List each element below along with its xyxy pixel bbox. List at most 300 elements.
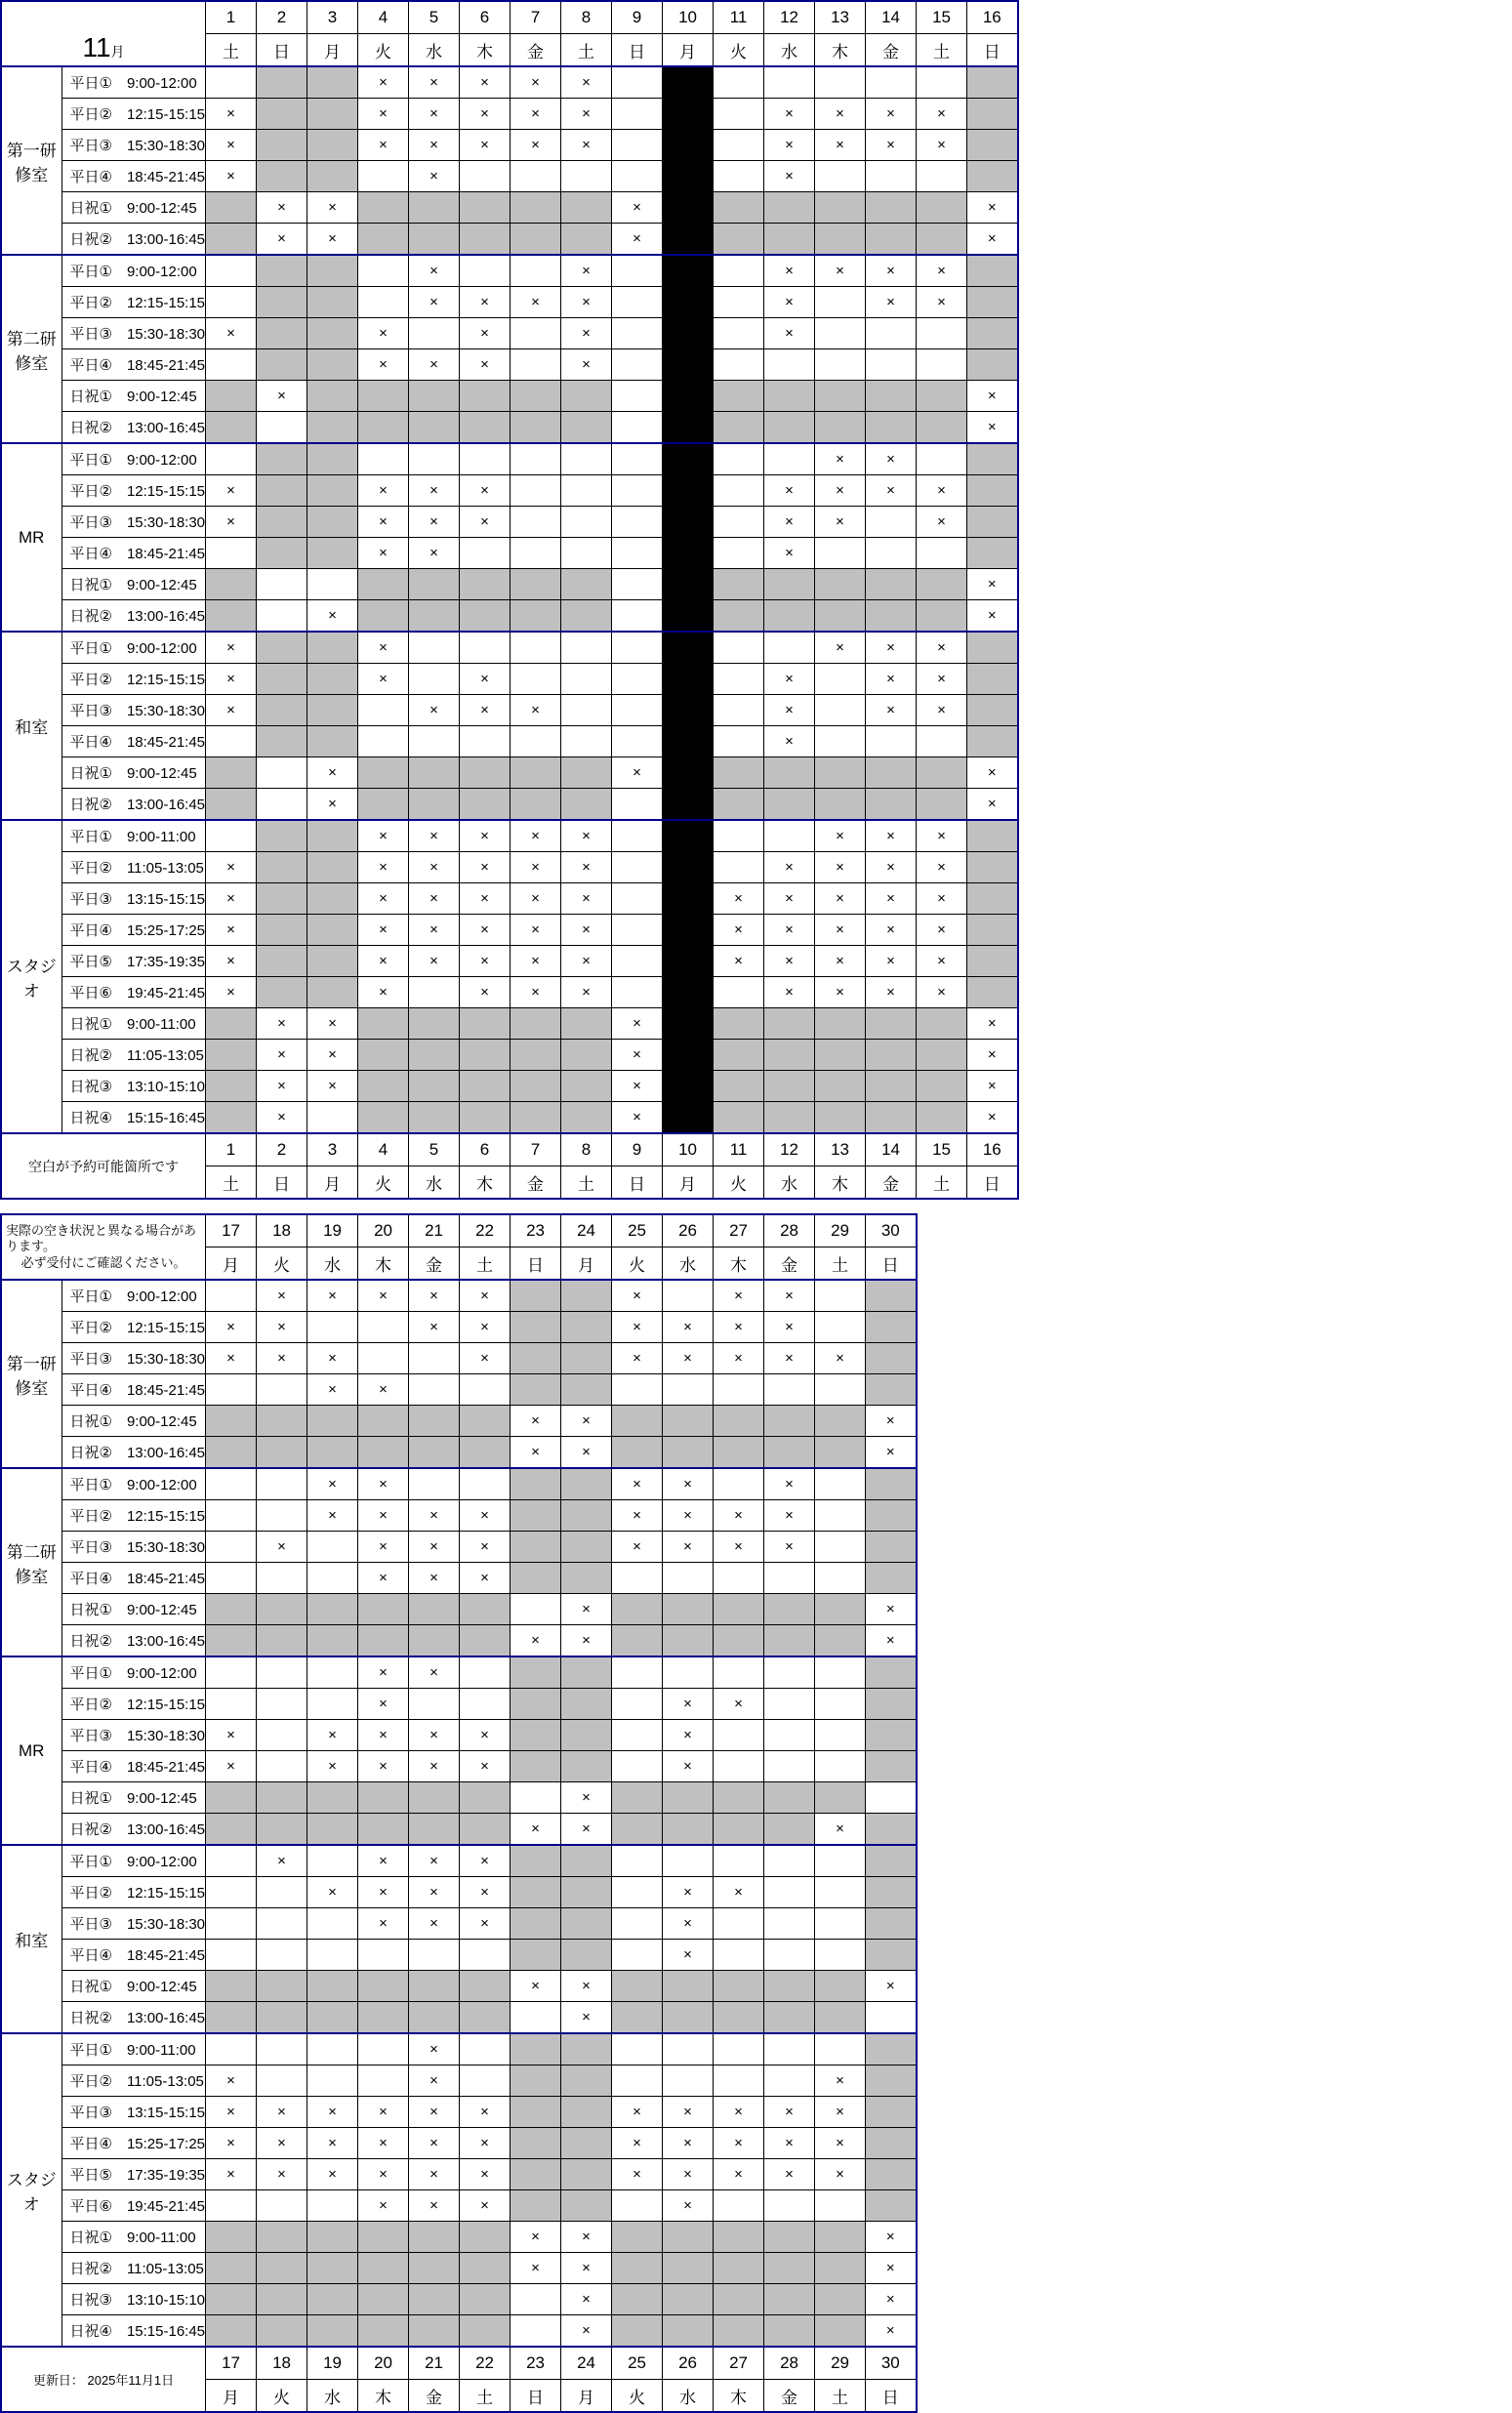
slot-available[interactable] (866, 161, 917, 192)
slot-available[interactable] (815, 1720, 866, 1751)
slot-available[interactable] (561, 161, 612, 192)
slot-available[interactable] (764, 1908, 815, 1940)
slot-available[interactable] (714, 66, 764, 99)
slot-available[interactable] (917, 66, 967, 99)
slot-available[interactable] (206, 287, 257, 318)
slot-available[interactable] (460, 1656, 511, 1689)
slot-available[interactable] (714, 130, 764, 161)
slot-available[interactable] (257, 1720, 307, 1751)
slot-closed (663, 946, 714, 977)
time-slot-label: 平日④ 18:45-21:45 (61, 1563, 206, 1594)
slot-available[interactable] (866, 538, 917, 569)
slot-available[interactable] (612, 349, 663, 381)
time-slot-label: 平日③ 15:30-18:30 (61, 1720, 206, 1751)
slot-available[interactable] (206, 66, 257, 99)
slot-unavailable (257, 852, 307, 883)
slot-available[interactable] (663, 2065, 714, 2097)
slot-available[interactable] (612, 255, 663, 287)
time-slot-label: 日祝③ 13:10-15:10 (61, 2284, 206, 2315)
slot-booked: × (358, 852, 409, 883)
slot-available[interactable] (511, 349, 561, 381)
slot-available[interactable] (206, 1280, 257, 1312)
slot-available[interactable] (358, 161, 409, 192)
slot-available[interactable] (612, 1751, 663, 1782)
slot-available[interactable] (917, 538, 967, 569)
slot-available[interactable] (307, 1102, 358, 1134)
slot-available[interactable] (307, 1689, 358, 1720)
slot-unavailable (967, 318, 1018, 349)
slot-available[interactable] (307, 1532, 358, 1563)
slot-available[interactable] (460, 1374, 511, 1406)
slot-available[interactable] (612, 287, 663, 318)
slot-available[interactable] (409, 632, 460, 664)
slot-available[interactable] (257, 1940, 307, 1971)
table-row (1, 2159, 917, 2190)
slot-available[interactable] (460, 1940, 511, 1971)
slot-available[interactable] (511, 1782, 561, 1814)
slot-available[interactable] (612, 318, 663, 349)
slot-booked: × (714, 946, 764, 977)
slot-available[interactable] (714, 1845, 764, 1877)
slot-available[interactable] (409, 1343, 460, 1374)
slot-available[interactable] (815, 1689, 866, 1720)
slot-available[interactable] (511, 318, 561, 349)
slot-available[interactable] (561, 507, 612, 538)
slot-available[interactable] (561, 726, 612, 757)
slot-available[interactable] (257, 1656, 307, 1689)
slot-available[interactable] (663, 1374, 714, 1406)
slot-available[interactable] (612, 475, 663, 507)
slot-available[interactable] (612, 1908, 663, 1940)
slot-available[interactable] (663, 1563, 714, 1594)
slot-available[interactable] (815, 318, 866, 349)
slot-booked: × (967, 412, 1018, 444)
slot-available[interactable] (612, 538, 663, 569)
slot-available[interactable] (257, 757, 307, 789)
slot-available[interactable] (511, 632, 561, 664)
slot-available[interactable] (714, 349, 764, 381)
slot-available[interactable] (714, 2190, 764, 2222)
slot-available[interactable] (612, 66, 663, 99)
slot-available[interactable] (714, 852, 764, 883)
slot-available[interactable] (358, 2033, 409, 2065)
slot-available[interactable] (612, 381, 663, 412)
slot-available[interactable] (307, 1656, 358, 1689)
slot-available[interactable] (511, 2315, 561, 2348)
slot-available[interactable] (206, 349, 257, 381)
slot-booked: × (815, 99, 866, 130)
slot-available[interactable] (206, 1845, 257, 1877)
slot-available[interactable] (815, 1280, 866, 1312)
slot-booked: × (815, 475, 866, 507)
slot-available[interactable] (714, 318, 764, 349)
slot-available[interactable] (511, 475, 561, 507)
slot-available[interactable] (460, 2033, 511, 2065)
slot-available[interactable] (714, 632, 764, 664)
slot-available[interactable] (307, 569, 358, 600)
slot-available[interactable] (358, 443, 409, 475)
slot-unavailable (967, 99, 1018, 130)
slot-unavailable (917, 224, 967, 256)
slot-booked: × (409, 1751, 460, 1782)
slot-available[interactable] (612, 883, 663, 915)
slot-available[interactable] (815, 1751, 866, 1782)
slot-available[interactable] (815, 287, 866, 318)
slot-available[interactable] (714, 977, 764, 1008)
slot-available[interactable] (714, 820, 764, 852)
slot-booked: × (460, 915, 511, 946)
slot-booked: × (409, 99, 460, 130)
slot-available[interactable] (815, 349, 866, 381)
slot-available[interactable] (257, 1468, 307, 1500)
slot-available[interactable] (358, 1343, 409, 1374)
slot-available[interactable] (612, 1689, 663, 1720)
slot-available[interactable] (307, 1312, 358, 1343)
slot-available[interactable] (206, 1940, 257, 1971)
slot-available[interactable] (257, 1689, 307, 1720)
slot-available[interactable] (663, 2033, 714, 2065)
slot-available[interactable] (612, 1656, 663, 1689)
slot-available[interactable] (764, 1374, 815, 1406)
slot-available[interactable] (714, 1374, 764, 1406)
slot-unavailable (307, 977, 358, 1008)
slot-available[interactable] (612, 726, 663, 757)
slot-available[interactable] (460, 538, 511, 569)
slot-available[interactable] (764, 1940, 815, 1971)
slot-available[interactable] (714, 99, 764, 130)
slot-available[interactable] (815, 1845, 866, 1877)
slot-available[interactable] (307, 1845, 358, 1877)
slot-available[interactable] (764, 66, 815, 99)
slot-available[interactable] (307, 1908, 358, 1940)
slot-available[interactable] (815, 1468, 866, 1500)
slot-available[interactable] (866, 318, 917, 349)
slot-available[interactable] (714, 1563, 764, 1594)
slot-available[interactable] (764, 2065, 815, 2097)
slot-available[interactable] (663, 1845, 714, 1877)
slot-available[interactable] (460, 443, 511, 475)
slot-available[interactable] (206, 726, 257, 757)
slot-available[interactable] (257, 600, 307, 633)
slot-available[interactable] (815, 1312, 866, 1343)
slot-available[interactable] (257, 1751, 307, 1782)
slot-available[interactable] (511, 255, 561, 287)
slot-available[interactable] (206, 1468, 257, 1500)
slot-closed (663, 66, 714, 99)
slot-available[interactable] (917, 318, 967, 349)
slot-available[interactable] (409, 1374, 460, 1406)
slot-available[interactable] (815, 161, 866, 192)
slot-available[interactable] (561, 538, 612, 569)
slot-unavailable (561, 1532, 612, 1563)
slot-available[interactable] (206, 820, 257, 852)
slot-available[interactable] (206, 1877, 257, 1908)
slot-available[interactable] (866, 726, 917, 757)
slot-available[interactable] (358, 695, 409, 726)
slot-available[interactable] (409, 318, 460, 349)
day-number-footer: 21 (409, 2347, 460, 2380)
slot-available[interactable] (409, 1689, 460, 1720)
slot-available[interactable] (714, 1656, 764, 1689)
slot-available[interactable] (612, 915, 663, 946)
slot-unavailable (257, 1814, 307, 1846)
slot-available[interactable] (815, 1374, 866, 1406)
slot-available[interactable] (815, 664, 866, 695)
slot-available[interactable] (511, 2002, 561, 2034)
slot-available[interactable] (358, 726, 409, 757)
slot-available[interactable] (663, 1280, 714, 1312)
time-slot-label: 平日③ 15:30-18:30 (61, 1343, 206, 1374)
slot-available[interactable] (307, 2033, 358, 2065)
slot-available[interactable] (815, 1532, 866, 1563)
slot-available[interactable] (764, 1563, 815, 1594)
slot-available[interactable] (257, 1374, 307, 1406)
slot-closed (663, 538, 714, 569)
slot-available[interactable] (612, 569, 663, 600)
slot-available[interactable] (714, 1720, 764, 1751)
slot-available[interactable] (714, 1940, 764, 1971)
slot-available[interactable] (714, 1468, 764, 1500)
slot-available[interactable] (815, 2190, 866, 2222)
slot-available[interactable] (714, 664, 764, 695)
slot-available[interactable] (714, 2033, 764, 2065)
slot-available[interactable] (815, 66, 866, 99)
slot-available[interactable] (764, 2033, 815, 2065)
slot-booked: × (358, 1908, 409, 1940)
slot-available[interactable] (511, 2284, 561, 2315)
slot-available[interactable] (206, 538, 257, 569)
slot-available[interactable] (714, 726, 764, 757)
slot-available[interactable] (257, 2065, 307, 2097)
slot-available[interactable] (612, 1940, 663, 1971)
slot-available[interactable] (206, 1656, 257, 1689)
slot-available[interactable] (561, 443, 612, 475)
slot-booked: × (358, 2097, 409, 2128)
slot-available[interactable] (511, 443, 561, 475)
slot-available[interactable] (358, 2065, 409, 2097)
slot-available[interactable] (206, 443, 257, 475)
slot-available[interactable] (206, 1689, 257, 1720)
table-row (1, 2222, 917, 2253)
slot-available[interactable] (714, 255, 764, 287)
slot-available[interactable] (815, 1656, 866, 1689)
slot-available[interactable] (257, 1877, 307, 1908)
slot-available[interactable] (714, 507, 764, 538)
slot-available[interactable] (511, 507, 561, 538)
slot-available[interactable] (612, 600, 663, 633)
slot-booked: × (460, 1720, 511, 1751)
slot-available[interactable] (561, 632, 612, 664)
slot-unavailable (206, 1594, 257, 1625)
slot-unavailable (511, 1689, 561, 1720)
slot-available[interactable] (815, 538, 866, 569)
slot-available[interactable] (815, 2033, 866, 2065)
slot-booked: × (561, 349, 612, 381)
slot-available[interactable] (917, 161, 967, 192)
slot-available[interactable] (866, 1782, 917, 1814)
slot-available[interactable] (612, 946, 663, 977)
slot-available[interactable] (612, 412, 663, 444)
slot-available[interactable] (764, 1720, 815, 1751)
slot-available[interactable] (764, 1845, 815, 1877)
slot-available[interactable] (612, 99, 663, 130)
slot-available[interactable] (612, 1374, 663, 1406)
slot-available[interactable] (612, 1563, 663, 1594)
slot-available[interactable] (612, 1877, 663, 1908)
slot-available[interactable] (358, 1312, 409, 1343)
slot-available[interactable] (764, 349, 815, 381)
slot-available[interactable] (612, 977, 663, 1008)
slot-available[interactable] (460, 1468, 511, 1500)
slot-available[interactable] (257, 569, 307, 600)
slot-available[interactable] (358, 255, 409, 287)
slot-available[interactable] (460, 1689, 511, 1720)
slot-available[interactable] (409, 443, 460, 475)
slot-unavailable (460, 1040, 511, 1071)
slot-available[interactable] (764, 632, 815, 664)
slot-available[interactable] (257, 2190, 307, 2222)
slot-available[interactable] (612, 2033, 663, 2065)
slot-unavailable (967, 349, 1018, 381)
slot-available[interactable] (257, 1908, 307, 1940)
slot-available[interactable] (764, 1689, 815, 1720)
slot-booked: × (764, 99, 815, 130)
slot-available[interactable] (815, 726, 866, 757)
slot-available[interactable] (307, 2065, 358, 2097)
slot-available[interactable] (511, 538, 561, 569)
slot-available[interactable] (612, 1845, 663, 1877)
slot-available[interactable] (714, 287, 764, 318)
slot-available[interactable] (714, 1751, 764, 1782)
slot-available[interactable] (409, 1940, 460, 1971)
slot-available[interactable] (561, 664, 612, 695)
slot-booked: × (358, 883, 409, 915)
slot-available[interactable] (511, 664, 561, 695)
slot-available[interactable] (714, 475, 764, 507)
slot-available[interactable] (612, 1720, 663, 1751)
slot-available[interactable] (257, 1500, 307, 1532)
slot-unavailable (409, 2284, 460, 2315)
slot-available[interactable] (714, 443, 764, 475)
slot-available[interactable] (714, 2065, 764, 2097)
slot-available[interactable] (561, 475, 612, 507)
slot-available[interactable] (409, 1468, 460, 1500)
slot-available[interactable] (866, 66, 917, 99)
slot-available[interactable] (917, 349, 967, 381)
slot-available[interactable] (358, 1940, 409, 1971)
slot-available[interactable] (764, 1877, 815, 1908)
slot-available[interactable] (561, 695, 612, 726)
table-row (1, 820, 1018, 852)
slot-available[interactable] (866, 2002, 917, 2034)
slot-available[interactable] (866, 507, 917, 538)
slot-unavailable (409, 2002, 460, 2034)
slot-available[interactable] (206, 2033, 257, 2065)
slot-available[interactable] (206, 1563, 257, 1594)
slot-available[interactable] (206, 1500, 257, 1532)
slot-available[interactable] (764, 443, 815, 475)
slot-booked: × (460, 2128, 511, 2159)
slot-available[interactable] (612, 789, 663, 821)
slot-available[interactable] (612, 820, 663, 852)
slot-available[interactable] (612, 130, 663, 161)
slot-available[interactable] (206, 1908, 257, 1940)
slot-available[interactable] (612, 664, 663, 695)
slot-available[interactable] (663, 1656, 714, 1689)
slot-available[interactable] (815, 1877, 866, 1908)
slot-available[interactable] (460, 632, 511, 664)
slot-available[interactable] (764, 2190, 815, 2222)
slot-available[interactable] (511, 726, 561, 757)
slot-available[interactable] (612, 695, 663, 726)
slot-available[interactable] (714, 695, 764, 726)
time-slot-label: 日祝③ 13:10-15:10 (61, 1071, 206, 1102)
slot-available[interactable] (612, 2065, 663, 2097)
slot-available[interactable] (409, 977, 460, 1008)
slot-available[interactable] (815, 1563, 866, 1594)
slot-available[interactable] (917, 443, 967, 475)
slot-available[interactable] (307, 2190, 358, 2222)
slot-available[interactable] (917, 726, 967, 757)
slot-available[interactable] (257, 412, 307, 444)
slot-available[interactable] (358, 287, 409, 318)
slot-available[interactable] (206, 1532, 257, 1563)
slot-available[interactable] (612, 161, 663, 192)
slot-available[interactable] (511, 1594, 561, 1625)
slot-available[interactable] (866, 349, 917, 381)
slot-available[interactable] (714, 1908, 764, 1940)
slot-available[interactable] (815, 1908, 866, 1940)
slot-available[interactable] (714, 161, 764, 192)
slot-available[interactable] (511, 161, 561, 192)
slot-available[interactable] (257, 789, 307, 821)
slot-available[interactable] (409, 664, 460, 695)
slot-available[interactable] (460, 2065, 511, 2097)
slot-booked: × (714, 1689, 764, 1720)
slot-available[interactable] (764, 1656, 815, 1689)
slot-available[interactable] (714, 538, 764, 569)
slot-unavailable (409, 1782, 460, 1814)
day-number-header: 23 (511, 1214, 561, 1247)
slot-booked: × (460, 475, 511, 507)
slot-available[interactable] (612, 2190, 663, 2222)
slot-booked: × (206, 475, 257, 507)
slot-available[interactable] (815, 695, 866, 726)
slot-booked: × (409, 1908, 460, 1940)
slot-available[interactable] (409, 726, 460, 757)
slot-available[interactable] (307, 1563, 358, 1594)
slot-available[interactable] (460, 726, 511, 757)
slot-available[interactable] (612, 507, 663, 538)
slot-available[interactable] (460, 255, 511, 287)
day-number-header: 30 (866, 1214, 917, 1247)
slot-available[interactable] (460, 161, 511, 192)
slot-available[interactable] (307, 1940, 358, 1971)
slot-available[interactable] (257, 2033, 307, 2065)
slot-available[interactable] (206, 255, 257, 287)
slot-available[interactable] (764, 820, 815, 852)
slot-available[interactable] (206, 1374, 257, 1406)
slot-available[interactable] (612, 852, 663, 883)
slot-available[interactable] (257, 1563, 307, 1594)
slot-available[interactable] (764, 1751, 815, 1782)
slot-available[interactable] (815, 1500, 866, 1532)
slot-available[interactable] (612, 443, 663, 475)
slot-available[interactable] (815, 1940, 866, 1971)
day-number-header: 7 (511, 1, 561, 34)
slot-available[interactable] (612, 632, 663, 664)
slot-available[interactable] (206, 2190, 257, 2222)
